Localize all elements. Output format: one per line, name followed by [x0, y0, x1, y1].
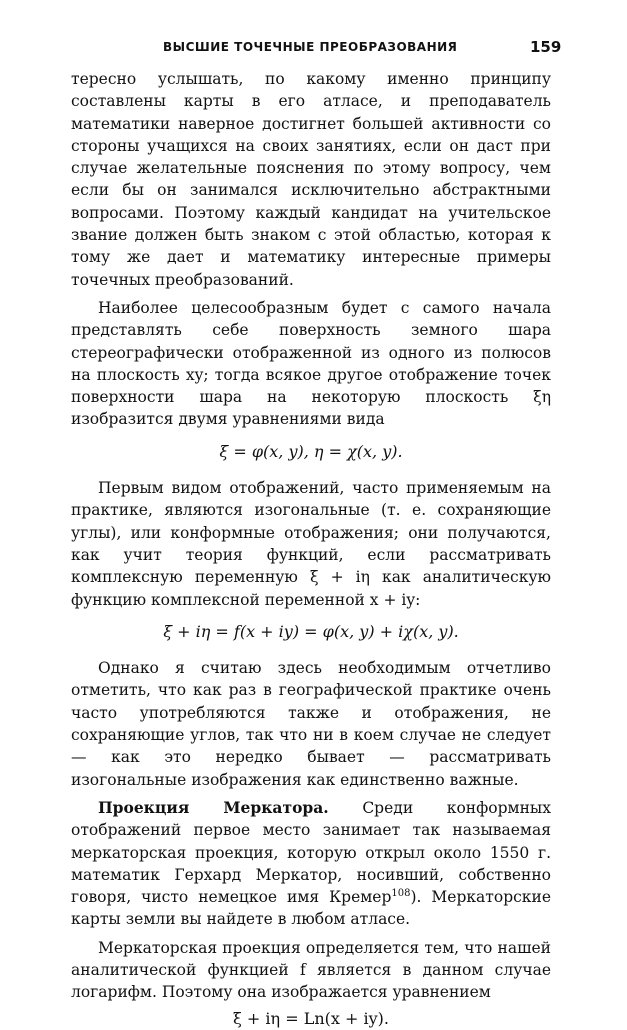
mercator-text-end: ). Меркаторские карты земли вы найдете в любом атласе.: [71, 888, 551, 929]
formula-mercator-log: ξ + iη = Ln(x + iy).: [233, 1008, 389, 1028]
mercator-text: Среди конформных отображений первое место занимает так называемая меркаторская проекция, которую открыл около 1550 г. математик Герхард Меркатор, носивший, собственно говоря, чисто немецкое имя Кремер: [71, 798, 551, 907]
paragraph-mercator: [71, 797, 551, 931]
footnote-ref: 108: [391, 887, 411, 899]
paragraph-2: Наиболее целесообразным будет с самого начала представлять себе поверхность земного шара стереографически отображенной из одного из полюсов на плоскость xy; тогда всякое другое отображение точек поверхности шара на некоторую плоскость ξη изобразится двумя уравнениями вида: [71, 298, 551, 429]
running-head-title: ВЫСШИЕ ТОЧЕЧНЫЕ ПРЕОБРАЗОВАНИЯ: [163, 40, 458, 54]
formula-stereographic-mapping: ξ = φ(x, y), η = χ(x, y).: [219, 441, 403, 461]
paragraph-1: тересно услышать, по какому именно принципу составлены карты в его атласе, и преподаватель математики наверное достигнет большей активности со стороны учащихся на своих занятиях, если он даст при случае желательные пояснения по этому вопросу, чем если бы он занимался исключительно абстрактными вопросами. Поэтому каждый кандидат на учительское звание должен быть знаком с этой областью, которая к тому же дает и математику интересные примеры точечных преобразований.: [71, 70, 551, 289]
page-number: 159: [530, 38, 562, 56]
paragraph-4: Однако я считаю здесь необходимым отчетливо отметить, что как раз в географической практике очень часто употребляются также и отображения, не сохраняющие углов, так что ни в коем случае не следует — как это нередко бывает — рассматривать изогональные изображения как единственно важные.: [71, 659, 551, 789]
formula-conformal-mapping: ξ + iη = f(x + iy) = φ(x, y) + iχ(x, y).: [163, 621, 459, 641]
section-heading-mercator: Проекция Меркатора.: [98, 797, 329, 817]
body-text: [71, 68, 551, 1030]
running-head: [0, 36, 627, 62]
paragraph-3: Первым видом отображений, часто применяемым на практике, являются изогональные (т. е. сохраняющие углы), или конформные отображения; они получаются, как учит теория функций, если рассматривать комплексную переменную ξ + iη как аналитическую функцию комплексной переменной x + iy:: [71, 479, 551, 609]
paragraph-6: Меркаторская проекция определяется тем, что нашей аналитической функцией f является в данном случае логарифм. Поэтому она изображается уравнением: [71, 938, 551, 1002]
